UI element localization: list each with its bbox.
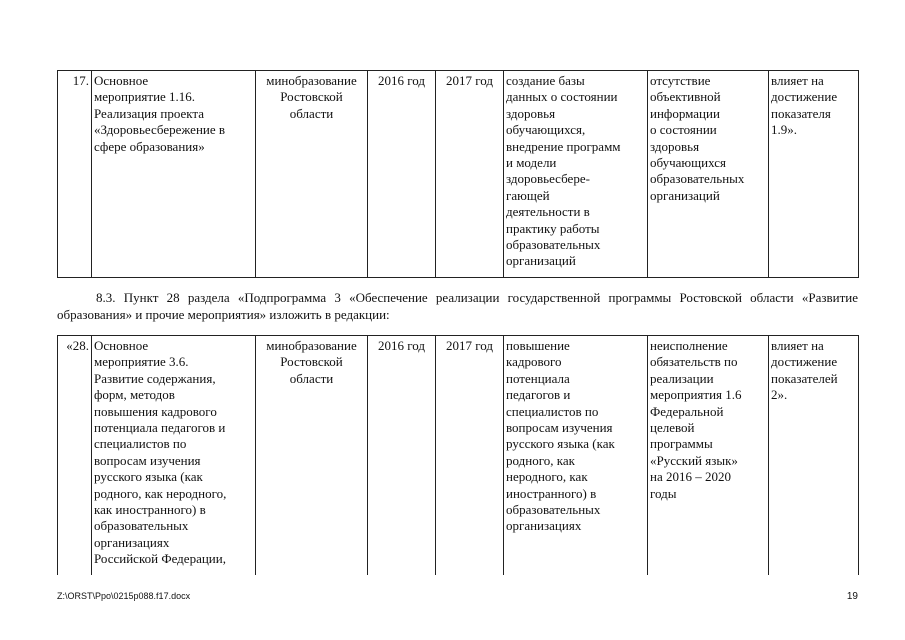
paragraph-text: 8.3. Пункт 28 раздела «Подпрограмма 3 «Обеспечение реализации государственной программы Ростовской области «Развитие образования» и прочие мероприятия» изложить в редакции: bbox=[57, 290, 858, 322]
table-row bbox=[58, 71, 859, 278]
consequence: неисполнение обязательств по реализации мероприятия 1.6 Федеральной целевой программы «Русский язык» на 2016 – 2020 годы bbox=[648, 336, 769, 576]
table-row bbox=[58, 336, 859, 576]
indicator-link: влияет на достижение показателей 2». bbox=[769, 336, 859, 576]
page-number: 19 bbox=[846, 591, 858, 602]
expected-result: создание базы данных о состоянии здоровья обучающихся, внедрение программ и модели здоровьесбере- гающей деятельности в практику работы образовательных организаций bbox=[504, 71, 648, 278]
amendment-paragraph bbox=[57, 289, 858, 323]
consequence: отсутствие объективной информации о состоянии здоровья обучающихся образовательных организаций bbox=[648, 71, 769, 278]
expected-result: повышение кадрового потенциала педагогов и специалистов по вопросам изучения русского языка (как родного, как неродного, как иностранного) в образовательных организациях bbox=[504, 336, 648, 576]
executor: минобразование Ростовской области bbox=[256, 336, 368, 576]
row-number: «28. bbox=[58, 336, 92, 576]
file-path: Z:\ORST\Ppo\0215p088.f17.docx bbox=[57, 591, 191, 601]
start-year: 2016 год bbox=[368, 336, 436, 576]
program-table-row-28 bbox=[57, 335, 859, 575]
end-year: 2017 год bbox=[436, 336, 504, 576]
event-name: Основное мероприятие 1.16. Реализация проекта «Здоровьесбережение в сфере образования» bbox=[92, 71, 256, 278]
start-year: 2016 год bbox=[368, 71, 436, 278]
event-name: Основное мероприятие 3.6. Развитие содержания, форм, методов повышения кадрового потенциала педагогов и специалистов по вопросам изучения русского языка (как родного, как неродного, как иностранного) в образовательных организациях Российской Федерации, bbox=[92, 336, 256, 576]
row-number: 17. bbox=[58, 71, 92, 278]
end-year: 2017 год bbox=[436, 71, 504, 278]
indicator-link: влияет на достижение показателя 1.9». bbox=[769, 71, 859, 278]
program-table-row-17 bbox=[57, 70, 859, 278]
executor: минобразование Ростовской области bbox=[256, 71, 368, 278]
